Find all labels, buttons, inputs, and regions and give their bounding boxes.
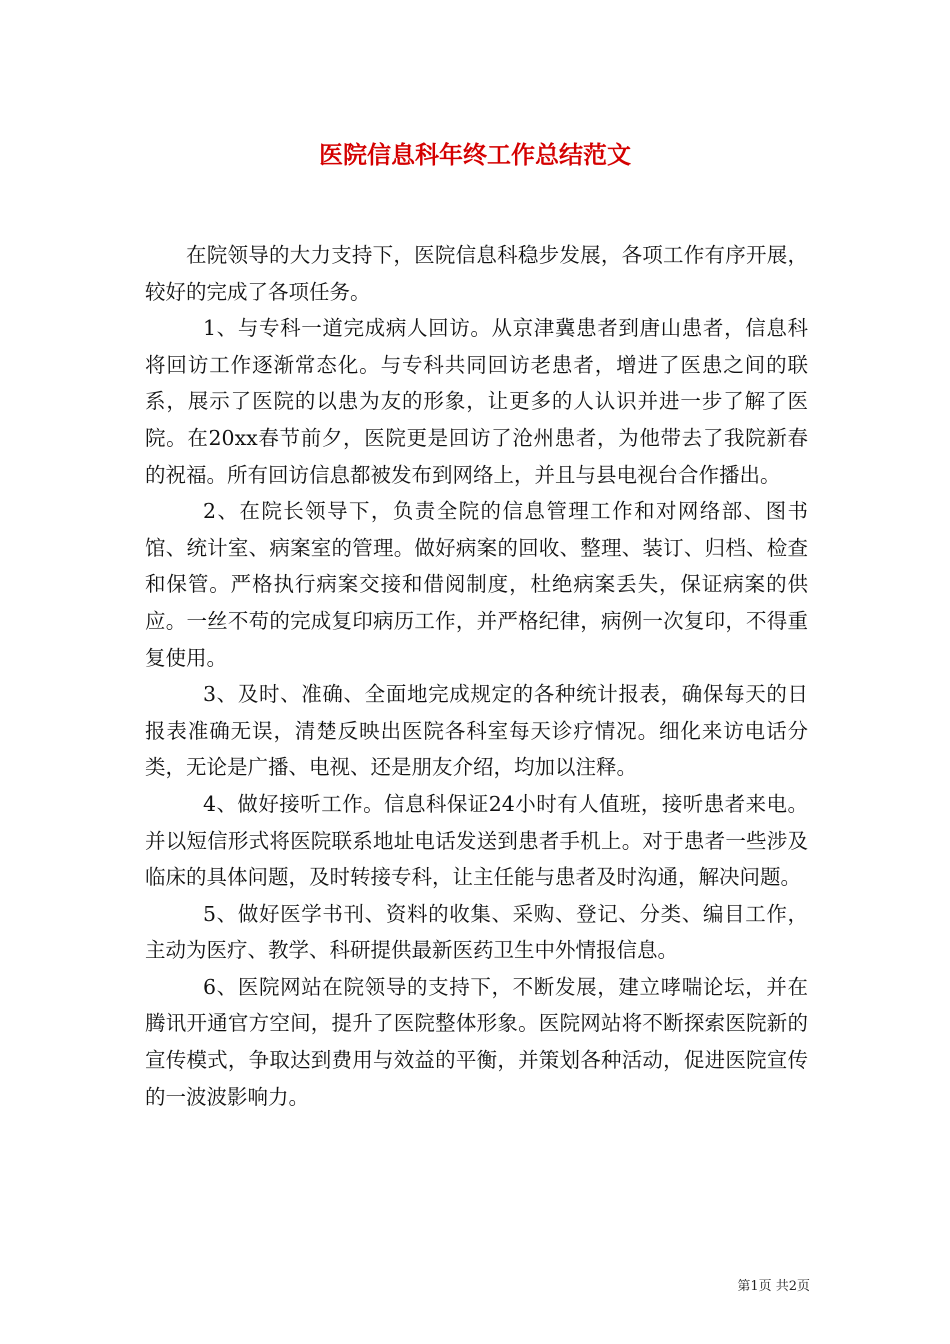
intro-paragraph: 在院领导的大力支持下，医院信息科稳步发展，各项工作有序开展，较好的完成了各项任务。 — [145, 243, 808, 304]
page-title: 医院信息科年终工作总结范文 — [319, 141, 631, 169]
paragraph-item-3: 3、及时、准确、全面地完成规定的各种统计报表，确保每天的日报表准确无误，清楚反映出医院各科室每天诊疗情况。细化来访电话分类，无论是广播、电视、还是朋友介绍，均加以注释。 — [145, 682, 808, 780]
page-number-footer: 第1页 共2页 — [737, 1279, 810, 1294]
paragraph-item-2: 2、在院长领导下，负责全院的信息管理工作和对网络部、图书馆、统计室、病案室的管理。做好病案的回收、整理、装订、归档、检查和保管。严格执行病案交接和借阅制度，杜绝病案丢失，保证病案的供应。一丝不苟的完成复印病历工作，并严格纪律，病例一次复印，不得重复使用。 — [145, 499, 808, 670]
document-body — [145, 237, 808, 1115]
paragraph-item-5: 5、做好医学书刊、资料的收集、采购、登记、分类、编目工作，主动为医疗、教学、科研提供最新医药卫生中外情报信息。 — [145, 901, 808, 963]
paragraph-item-4: 4、做好接听工作。信息科保证24小时有人值班，接听患者来电。并以短信形式将医院联系地址电话发送到患者手机上。对于患者一些涉及临床的具体问题，及时转接专科，让主任能与患者及时沟通，解决问题。 — [145, 791, 808, 890]
paragraph-item-1: 1、与专科一道完成病人回访。从京津冀患者到唐山患者，信息科将回访工作逐渐常态化。与专科共同回访老患者，增进了医患之间的联系，展示了医院的以患为友的形象，让更多的人认识并进一步了解了医院。在20xx春节前夕，医院更是回访了沧州患者，为他带去了我院新春的祝福。所有回访信息都被发布到网络上，并且与县电视台合作播出。 — [145, 316, 808, 487]
paragraph-item-6: 6、医院网站在院领导的支持下，不断发展，建立哮喘论坛，并在腾讯开通官方空间，提升了医院整体形象。医院网站将不断探索医院新的宣传模式，争取达到费用与效益的平衡，并策划各种活动，促进医院宣传的一波波影响力。 — [145, 974, 808, 1109]
